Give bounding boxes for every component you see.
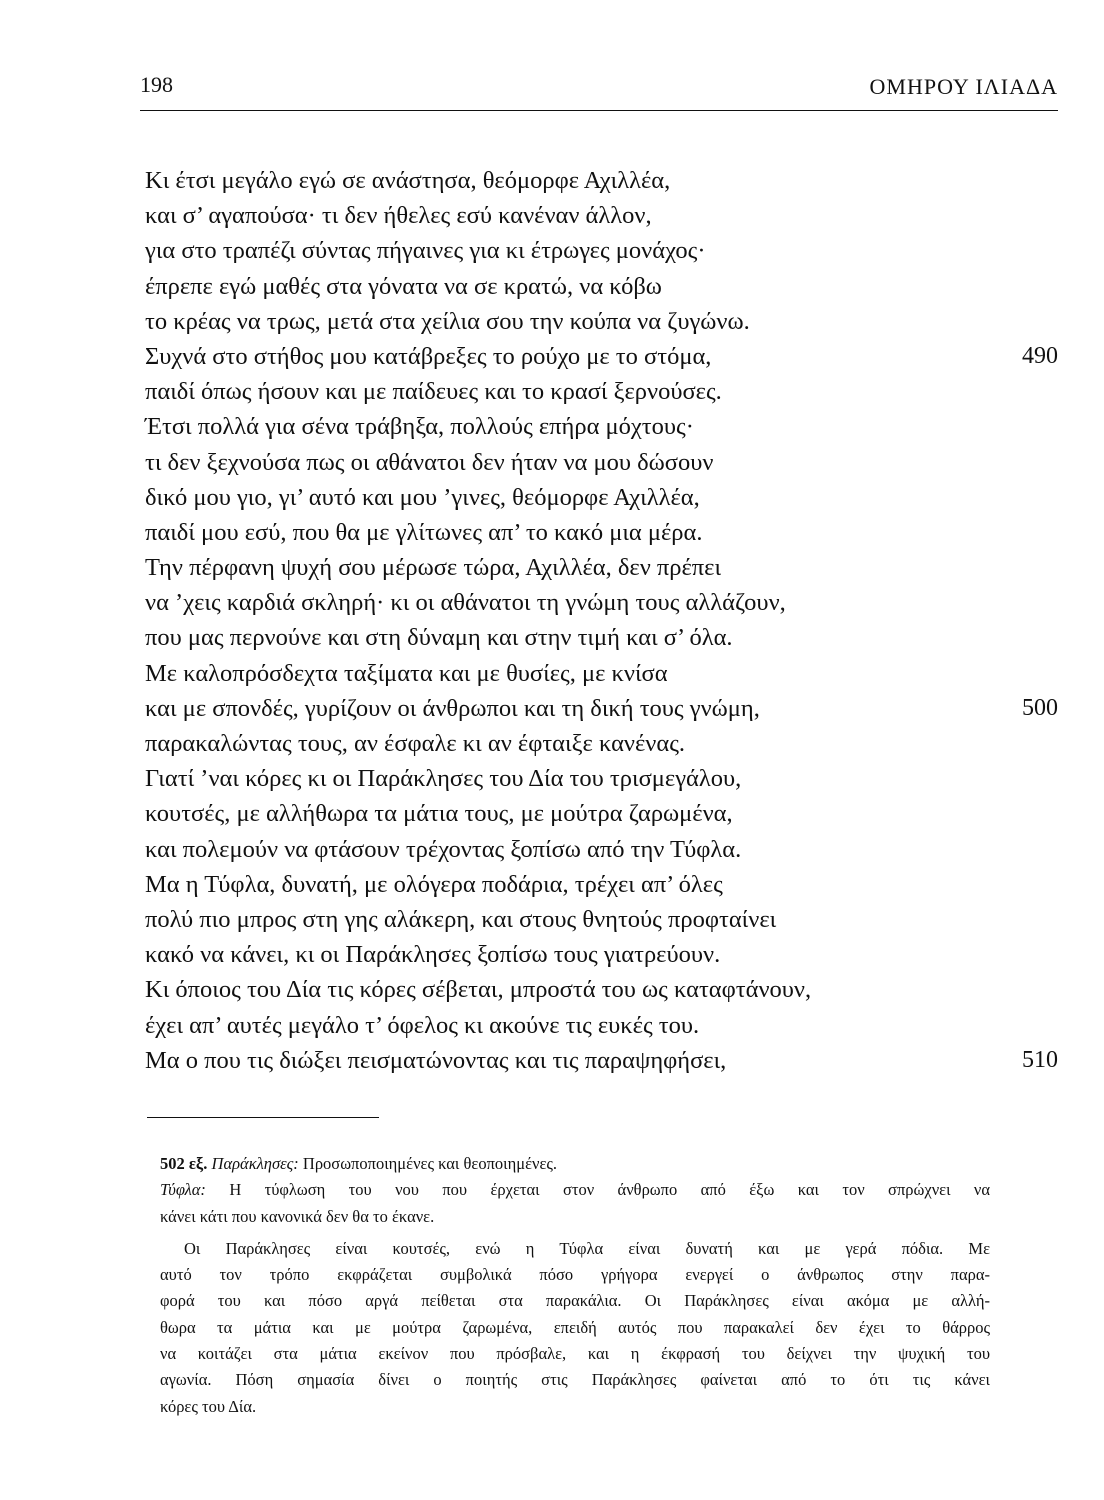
- verse-text: για στο τραπέζι σύντας πήγαινες για κι έτρωγες μονάχος·: [145, 237, 706, 265]
- verse-line: [145, 480, 1058, 515]
- note-line: φορά του και πόσο αργά πείθεται στα παρακάλια. Οι Παράκλησες είναι ακόμα με αλλή-: [160, 1291, 990, 1311]
- verse-line: [145, 656, 1058, 691]
- note-line: αγωνία. Πόση σημασία δίνει ο ποιητής στις Παράκλησες φαίνεται από το ότι τις κάνει: [160, 1370, 990, 1390]
- note-line: [160, 1151, 990, 1177]
- verse-line: [145, 937, 1058, 972]
- verse-line: [145, 445, 1058, 480]
- page-number: 198: [140, 72, 173, 97]
- verse-text: Μα ο που τις διώξει πεισματώνοντας και τις παραψηφήσει,: [145, 1046, 727, 1074]
- verse-text: Κι έτσι μεγάλο εγώ σε ανάστησα, θεόμορφε Αχιλλέα,: [145, 167, 671, 194]
- verse-text: κακό να κάνει, κι οι Παράκλησες ξοπίσω τους γιατρεύουν.: [145, 941, 721, 969]
- verse-line: [145, 796, 1058, 831]
- verse-text: Γιατί ’ναι κόρες κι οι Παράκλησες του Δία του τρισμεγάλου,: [145, 765, 742, 793]
- verse-text: δικό μου γιο, γι’ αυτό και μου ’γινες, θεόμορφε Αχιλλέα,: [145, 483, 700, 511]
- note-line: θωρα τα μάτια και με μούτρα ζαρωμένα, επειδή αυτός που παρακαλεί δεν έχει το θάρρος: [160, 1317, 990, 1337]
- verse-line: [145, 233, 1058, 268]
- verse-text: που μας περνούνε και στη δύναμη και στην τιμή και σ’ όλα.: [145, 624, 733, 652]
- verse-line: [145, 550, 1058, 585]
- verse-text: τι δεν ξεχνούσα πως οι αθάνατοι δεν ήταν να μου δώσουν: [145, 448, 714, 476]
- note-reference: 502 εξ.: [160, 1154, 208, 1173]
- note-line: αυτό τον τρόπο εκφράζεται συμβολικά πόσο γρήγορα ενεργεί ο άνθρωπος στην παρα-: [160, 1265, 990, 1285]
- verse-line: [145, 374, 1058, 409]
- note-line: [160, 1204, 990, 1230]
- verse-line: [145, 726, 1058, 761]
- line-number: 490: [1022, 342, 1058, 369]
- verse-line: [145, 515, 1058, 550]
- line-number: 510: [1022, 1046, 1058, 1073]
- footnotes: [160, 1151, 990, 1420]
- note-text: Προσωποποιημένες και θεοποιημένες.: [302, 1154, 558, 1173]
- verse-text: Την πέρφανη ψυχή σου μέρωσε τώρα, Αχιλλέα, δεν πρέπει: [145, 554, 722, 582]
- note-text: κάνει κάτι που κανονικά δεν θα το έκανε.: [160, 1206, 435, 1226]
- verse-text: έπρεπε εγώ μαθές στα γόνατα να σε κρατώ, να κόβω: [145, 272, 662, 300]
- verse-text: πολύ πιο μπρος στη γης αλάκερη, και στους θνητούς προφταίνει: [145, 905, 777, 933]
- running-title: ΟΜΗΡΟΥ ΙΛΙΑΔΑ: [869, 74, 1058, 99]
- verse-line: [145, 1008, 1058, 1043]
- note-line: να κοιτάζει στα μάτια εκείνον που πρόσβαλε, και η έκφρασή του δείχνει την ψυχική του: [160, 1344, 990, 1364]
- verse-text: παιδί όπως ήσουν και με παίδευες και το κρασί ξερνούσες.: [145, 378, 722, 406]
- verse-line: [145, 867, 1058, 902]
- verse-line: [145, 620, 1058, 655]
- verse-text: Έτσι πολλά για σένα τράβηξα, πολλούς επήρα μόχτους·: [145, 413, 694, 441]
- poem-text: [145, 163, 1058, 1078]
- verse-line: [145, 972, 1058, 1007]
- note-text: Η τύφλωση του νου που έρχεται στον άνθρωπο από έξω και τον σπρώχνει να: [229, 1180, 990, 1200]
- verse-line: [145, 761, 1058, 796]
- verse-text: Μα η Τύφλα, δυνατή, με ολόγερα ποδάρια, τρέχει απ’ όλες: [145, 870, 723, 898]
- verse-line: [145, 269, 1058, 304]
- note-term: Παράκλησες:: [211, 1154, 299, 1173]
- verse-line: [145, 585, 1058, 620]
- verse-line: [145, 339, 1058, 374]
- note-term: Τύφλα:: [160, 1180, 206, 1200]
- verse-line: [145, 409, 1058, 444]
- verse-text: να ’χεις καρδιά σκληρή· κι οι αθάνατοι τη γνώμη τους αλλάζουν,: [145, 589, 786, 617]
- verse-text: κουτσές, με αλλήθωρα τα μάτια τους, με μούτρα ζαρωμένα,: [145, 800, 733, 828]
- verse-text: Κι όποιος του Δία τις κόρες σέβεται, μπροστά του ως καταφτάνουν,: [145, 976, 812, 1004]
- verse-text: Με καλοπρόσδεχτα ταξίματα και με θυσίες, με κνίσα: [145, 659, 668, 687]
- footnote-divider: [147, 1117, 379, 1118]
- verse-text: Συχνά στο στήθος μου κατάβρεξες το ρούχο με το στόμα,: [145, 342, 712, 370]
- verse-line: [145, 198, 1058, 233]
- verse-line: [145, 304, 1058, 339]
- verse-text: το κρέας να τρως, μετά στα χείλια σου την κούπα να ζυγώνω.: [145, 307, 750, 335]
- verse-line: [145, 691, 1058, 726]
- verse-text: και πολεμούν να φτάσουν τρέχοντας ξοπίσω από την Τύφλα.: [145, 835, 742, 863]
- verse-line: [145, 902, 1058, 937]
- verse-line: [145, 163, 1058, 198]
- verse-text: και με σπονδές, γυρίζουν οι άνθρωποι και τη δική τους γνώμη,: [145, 694, 760, 722]
- note-line: κόρες του Δία.: [160, 1396, 257, 1416]
- note-paragraph: [160, 1236, 990, 1420]
- verse-text: παρακαλώντας τους, αν έσφαλε κι αν έφταιξε κανένας.: [145, 730, 686, 757]
- note-line: Οι Παράκλησες είναι κουτσές, ενώ η Τύφλα είναι δυνατή και με γερά πόδια. Με: [184, 1238, 990, 1258]
- page-header: [140, 70, 1058, 111]
- verse-text: και σ’ αγαπούσα· τι δεν ήθελες εσύ κανέναν άλλον,: [145, 202, 652, 230]
- note-line: [160, 1177, 990, 1203]
- verse-line: [145, 1043, 1058, 1078]
- verse-line: [145, 832, 1058, 867]
- line-number: 500: [1022, 694, 1058, 721]
- verse-text: παιδί μου εσύ, που θα με γλίτωνες απ’ το κακό μια μέρα.: [145, 518, 703, 546]
- verse-text: έχει απ’ αυτές μεγάλο τ’ όφελος κι ακούνε τις ευκές του.: [145, 1011, 700, 1039]
